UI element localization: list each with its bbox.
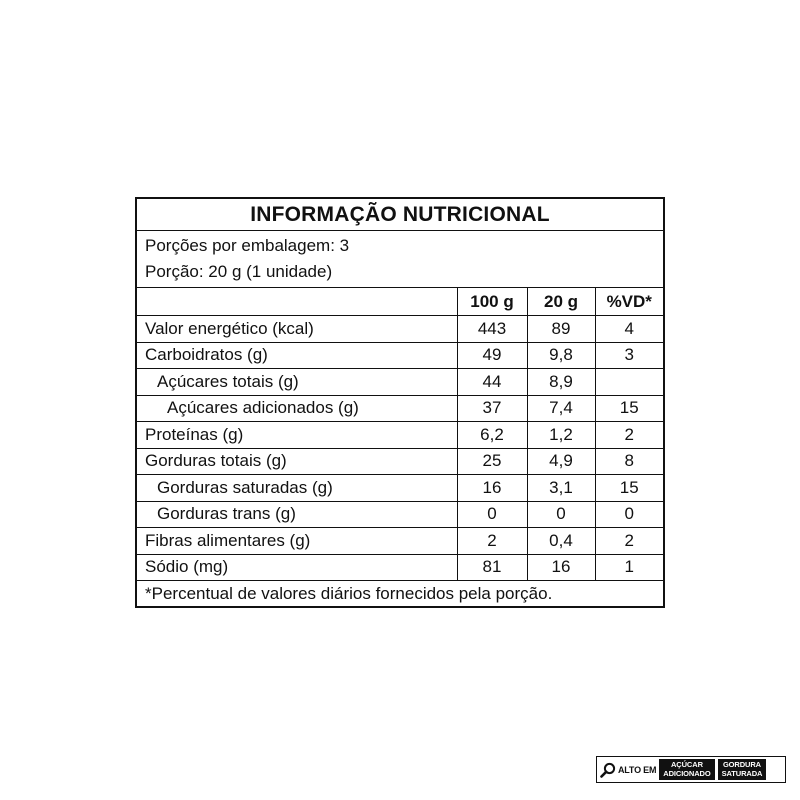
nutrient-label: Carboidratos (g) bbox=[137, 342, 457, 369]
value-20g: 9,8 bbox=[527, 342, 595, 369]
value-20g: 89 bbox=[527, 316, 595, 343]
value-vd: 2 bbox=[595, 528, 663, 555]
value-vd bbox=[595, 369, 663, 396]
table-row bbox=[137, 369, 663, 396]
serving-size: Porção: 20 g (1 unidade) bbox=[145, 262, 333, 281]
nutrient-label: Açúcares adicionados (g) bbox=[137, 395, 457, 422]
value-vd: 15 bbox=[595, 475, 663, 502]
value-vd: 3 bbox=[595, 342, 663, 369]
value-vd: 0 bbox=[595, 501, 663, 528]
value-20g: 0,4 bbox=[527, 528, 595, 555]
panel-title: INFORMAÇÃO NUTRICIONAL bbox=[137, 199, 663, 231]
serving-info bbox=[137, 231, 663, 288]
column-header-20g: 20 g bbox=[527, 288, 595, 316]
nutrition-facts-panel bbox=[135, 197, 665, 608]
value-20g: 0 bbox=[527, 501, 595, 528]
nutrient-label: Fibras alimentares (g) bbox=[137, 528, 457, 555]
magnifier-icon bbox=[600, 762, 616, 778]
nutrient-label: Sódio (mg) bbox=[137, 554, 457, 581]
value-100g: 443 bbox=[457, 316, 527, 343]
value-20g: 16 bbox=[527, 554, 595, 581]
table-row bbox=[137, 501, 663, 528]
nutrient-label: Gorduras trans (g) bbox=[137, 501, 457, 528]
value-20g: 3,1 bbox=[527, 475, 595, 502]
nutrition-table bbox=[137, 288, 663, 581]
seal-tag-line: ADICIONADO bbox=[663, 768, 711, 778]
nutrient-label: Proteínas (g) bbox=[137, 422, 457, 449]
value-20g: 7,4 bbox=[527, 395, 595, 422]
table-row bbox=[137, 342, 663, 369]
nutrient-label: Valor energético (kcal) bbox=[137, 316, 457, 343]
seal-tag-added-sugar bbox=[659, 759, 714, 780]
seal-tag-line: AÇÚCAR bbox=[670, 760, 703, 769]
value-20g: 8,9 bbox=[527, 369, 595, 396]
value-vd: 4 bbox=[595, 316, 663, 343]
table-row bbox=[137, 316, 663, 343]
value-100g: 37 bbox=[457, 395, 527, 422]
value-vd: 15 bbox=[595, 395, 663, 422]
value-100g: 16 bbox=[457, 475, 527, 502]
seal-tag-line: SATURADA bbox=[721, 768, 763, 778]
value-100g: 0 bbox=[457, 501, 527, 528]
front-of-pack-warning-seal bbox=[596, 756, 786, 783]
header-label-cell bbox=[137, 288, 457, 316]
table-row bbox=[137, 554, 663, 581]
footnote: *Percentual de valores diários fornecidos pela porção. bbox=[145, 584, 553, 603]
table-row bbox=[137, 528, 663, 555]
nutrient-label: Gorduras saturadas (g) bbox=[137, 475, 457, 502]
servings-per-package: Porções por embalagem: 3 bbox=[145, 236, 350, 255]
value-vd: 2 bbox=[595, 422, 663, 449]
value-100g: 81 bbox=[457, 554, 527, 581]
seal-lead-text: ALTO EM bbox=[618, 764, 657, 775]
table-row bbox=[137, 395, 663, 422]
table-row bbox=[137, 448, 663, 475]
table-row bbox=[137, 475, 663, 502]
value-20g: 4,9 bbox=[527, 448, 595, 475]
value-100g: 25 bbox=[457, 448, 527, 475]
value-100g: 44 bbox=[457, 369, 527, 396]
value-100g: 2 bbox=[457, 528, 527, 555]
value-20g: 1,2 bbox=[527, 422, 595, 449]
column-header-row bbox=[137, 288, 663, 316]
table-row bbox=[137, 422, 663, 449]
value-vd: 8 bbox=[595, 448, 663, 475]
seal-lead bbox=[599, 759, 656, 780]
seal-tag-line: GORDURA bbox=[722, 760, 761, 769]
column-header-vd: %VD* bbox=[595, 288, 663, 316]
value-vd: 1 bbox=[595, 554, 663, 581]
value-100g: 6,2 bbox=[457, 422, 527, 449]
seal-tag-saturated-fat bbox=[718, 759, 767, 780]
column-header-100g: 100 g bbox=[457, 288, 527, 316]
nutrient-label: Gorduras totais (g) bbox=[137, 448, 457, 475]
value-100g: 49 bbox=[457, 342, 527, 369]
nutrient-label: Açúcares totais (g) bbox=[137, 369, 457, 396]
